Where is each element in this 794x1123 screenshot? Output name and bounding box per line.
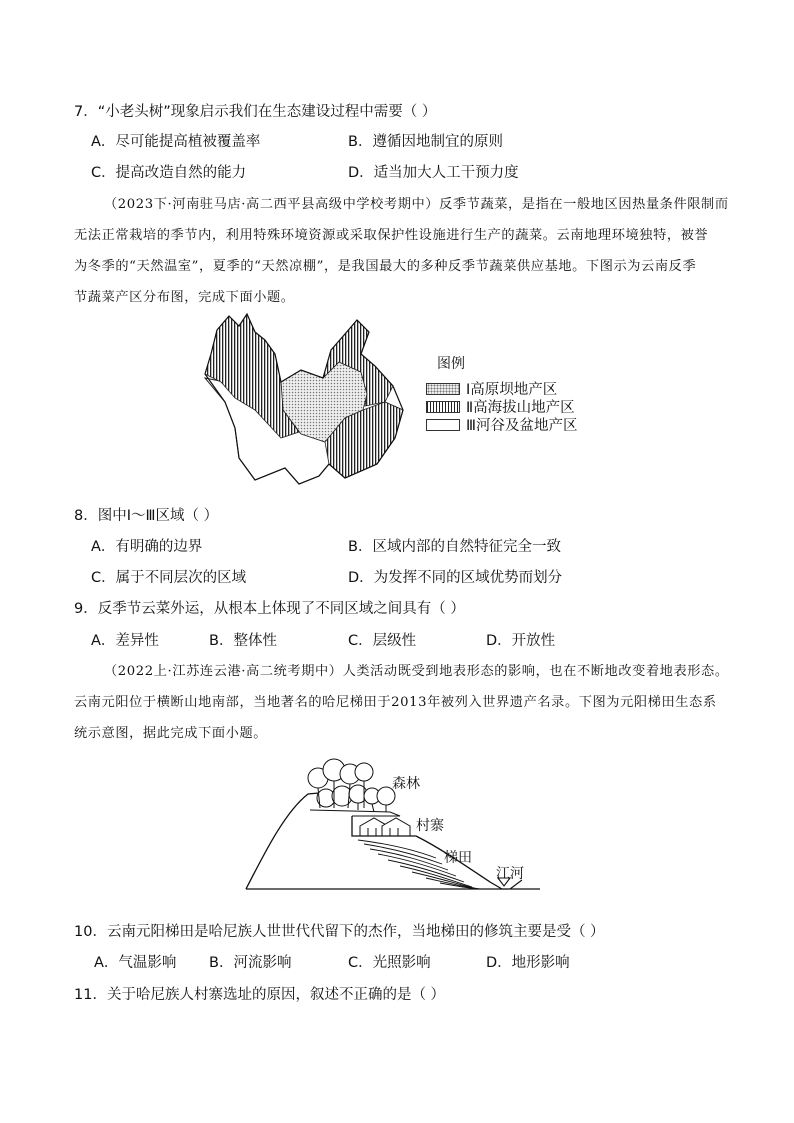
blank-swatch-icon bbox=[426, 419, 460, 431]
passage1-line4: 节蔬菜产区分布图，完成下面小题。 bbox=[74, 290, 295, 305]
label-forest: 森林 bbox=[392, 776, 420, 792]
passage2-line2: 云南元阳位于横断山地南部，当地著名的哈尼梯田于2013年被列入世界遗产名录。下图为元阳梯田生态系 bbox=[74, 695, 717, 710]
legend-label: Ⅱ高海拔山地产区 bbox=[466, 400, 575, 416]
q7-option-d: D．适当加大人工干预力度 bbox=[348, 165, 519, 181]
q8-option-a: A．有明确的边界 bbox=[91, 539, 203, 555]
q9-option-a: A．差异性 bbox=[91, 633, 159, 649]
q7-stem: 7．“小老头树”现象启示我们在生态建设过程中需要（ ） bbox=[74, 104, 437, 120]
village-houses-icon bbox=[360, 818, 410, 836]
q10-option-c: C．光照影响 bbox=[348, 955, 431, 971]
legend-label: Ⅰ高原坝地产区 bbox=[466, 382, 558, 398]
legend-item-valley bbox=[426, 414, 578, 435]
dots-swatch-icon bbox=[426, 383, 460, 395]
yunnan-region-map bbox=[195, 310, 415, 500]
q9-stem: 9．反季节云菜外运，从根本上体现了不同区域之间具有（ ） bbox=[74, 601, 465, 617]
label-village: 村寨 bbox=[416, 818, 444, 834]
q9-option-d: D．开放性 bbox=[486, 633, 556, 649]
passage1-line3: 为冬季的“天然温室”，夏季的“天然凉棚”，是我国最大的多种反季节蔬菜供应基地。下图示为云南反季 bbox=[74, 259, 697, 274]
passage2-line3: 统示意图，据此完成下面小题。 bbox=[74, 726, 268, 741]
q9-option-c: C．层级性 bbox=[348, 633, 417, 649]
q10-stem: 10．云南元阳梯田是哈尼族人世世代代留下的杰作，当地梯田的修筑主要是受（ ） bbox=[74, 924, 605, 940]
q8-stem: 8．图中Ⅰ～Ⅲ区域（ ） bbox=[74, 508, 219, 524]
q8-option-d: D．为发挥不同的区域优势而划分 bbox=[348, 570, 563, 586]
passage1-line2: 无法正常栽培的季节内，利用特殊环境资源或采取保护性设施进行生产的蔬菜。云南地理环境独特，被誉 bbox=[74, 228, 709, 243]
label-river: 江河 bbox=[496, 866, 524, 882]
q7-option-c: C．提高改造自然的能力 bbox=[91, 165, 247, 181]
passage1-line1: （2023下·河南驻马店·高二西平县高级中学校考期中）反季节蔬菜，是指在一般地区因热量条件限制而 bbox=[104, 197, 729, 212]
q8-option-b: B．区域内部的自然特征完全一致 bbox=[348, 539, 561, 555]
label-terrace: 梯田 bbox=[444, 850, 472, 866]
q9-option-b: B．整体性 bbox=[209, 633, 277, 649]
terrace-ecosystem-diagram bbox=[240, 752, 550, 897]
q10-option-a: A．气温影响 bbox=[94, 955, 177, 971]
lines-swatch-icon bbox=[426, 401, 460, 413]
legend-title: 图例 bbox=[437, 356, 465, 372]
q10-option-d: D．地形影响 bbox=[486, 955, 570, 971]
q11-stem: 11．关于哈尼族人村寨选址的原因，叙述不正确的是（ ） bbox=[74, 987, 446, 1003]
forest-trees-icon bbox=[308, 759, 395, 812]
q8-option-c: C．属于不同层次的区域 bbox=[91, 570, 247, 586]
q7-option-a: A．尽可能提高植被覆盖率 bbox=[91, 134, 261, 150]
q7-option-b: B．遵循因地制宜的原则 bbox=[348, 134, 503, 150]
legend-label: Ⅲ河谷及盆地产区 bbox=[466, 418, 578, 434]
passage2-line1: （2022上·江苏连云港·高二统考期中）人类活动既受到地表形态的影响，也在不断地改变着地表形态。 bbox=[104, 664, 729, 679]
q10-option-b: B．河流影响 bbox=[209, 955, 292, 971]
